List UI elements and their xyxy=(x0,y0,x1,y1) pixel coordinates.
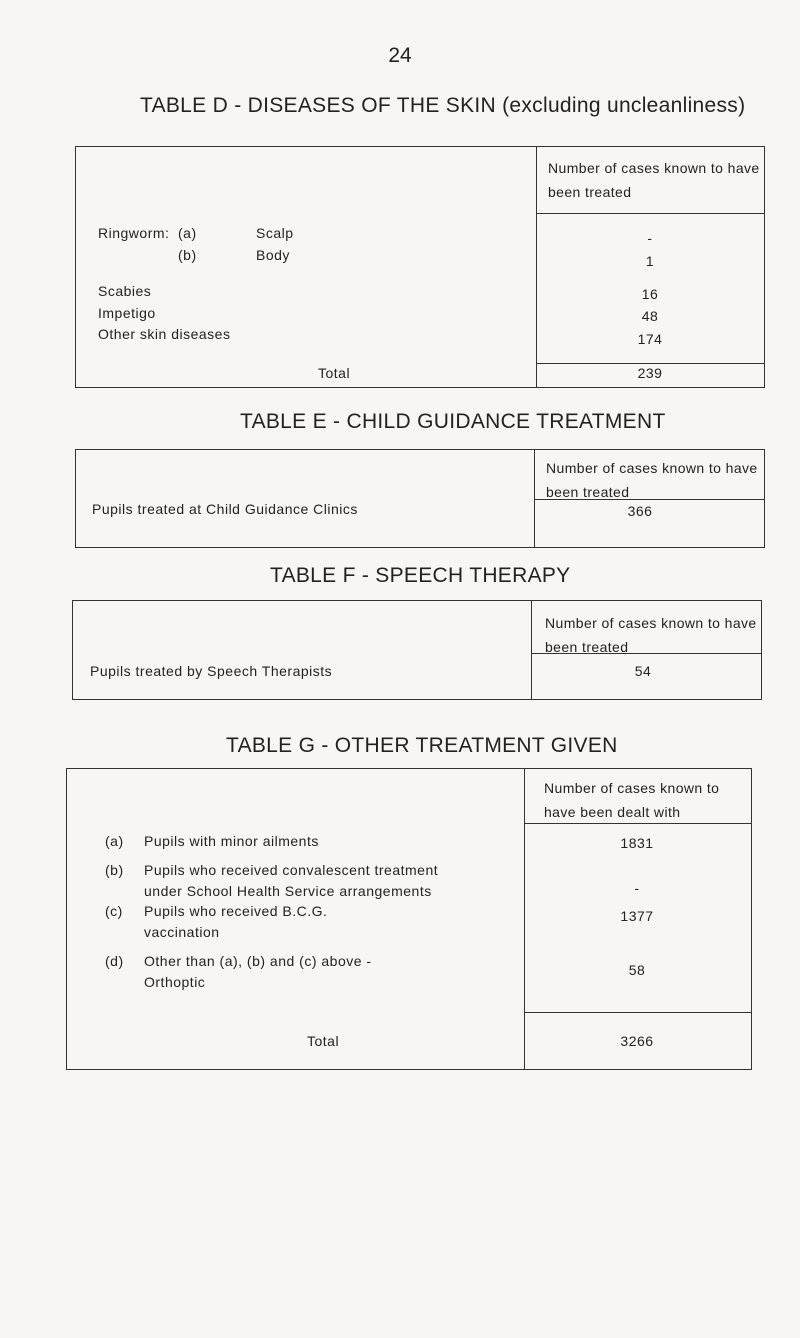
row-label: Body xyxy=(256,247,290,263)
table-g-column-header: Number of cases known to have been dealt with xyxy=(544,780,720,820)
table-d-header-rule xyxy=(536,213,765,214)
row-letter: (b) xyxy=(105,862,124,878)
table-d-column-divider xyxy=(536,146,537,388)
total-value: 239 xyxy=(637,365,663,381)
row-letter: (c) xyxy=(105,903,123,919)
table-f-title: TABLE F - SPEECH THERAPY xyxy=(270,564,571,587)
row-letter: (a) xyxy=(105,833,124,849)
row-value: 174 xyxy=(637,331,663,347)
row-letter: (d) xyxy=(105,953,124,969)
row-label: Pupils with minor ailments xyxy=(144,833,319,849)
row-value: - xyxy=(647,230,653,246)
row-label: Pupils who received B.C.G. xyxy=(144,903,328,919)
table-d-column-header: Number of cases known to have been treated xyxy=(548,160,760,200)
total-label: Total xyxy=(307,1033,340,1049)
row-value: 366 xyxy=(627,503,653,519)
row-value: 1 xyxy=(645,253,655,269)
row-value: 1831 xyxy=(620,835,654,851)
row-label: Other than (a), (b) and (c) above - xyxy=(144,953,372,969)
row-label: Pupils treated by Speech Therapists xyxy=(90,663,333,679)
row-value: 54 xyxy=(634,663,652,679)
table-f-column-header: Number of cases known to have been treated xyxy=(545,615,757,655)
row-value: 48 xyxy=(641,308,659,324)
row-label: Scabies xyxy=(98,283,152,299)
row-value: 58 xyxy=(628,962,646,978)
row-letter: (b) xyxy=(178,247,197,263)
row-label-continued: Orthoptic xyxy=(144,974,206,990)
table-d-total-rule xyxy=(536,363,765,364)
row-label: Pupils who received convalescent treatment xyxy=(144,862,439,878)
table-g-column-divider xyxy=(524,768,525,1070)
row-label: Pupils treated at Child Guidance Clinics xyxy=(92,501,358,517)
row-value: 16 xyxy=(641,286,659,302)
row-value: 1377 xyxy=(620,908,654,924)
table-g-title: TABLE G - OTHER TREATMENT GIVEN xyxy=(226,734,618,757)
row-value: - xyxy=(634,880,640,896)
row-label: Impetigo xyxy=(98,305,156,321)
table-d-title: TABLE D - DISEASES OF THE SKIN (excluding uncleanliness) xyxy=(140,94,746,117)
page-number: 24 xyxy=(388,44,412,67)
table-g-total-rule xyxy=(524,1012,752,1013)
ringworm-label: Ringworm: xyxy=(98,225,170,241)
total-label: Total xyxy=(318,365,351,381)
row-label-continued: under School Health Service arrangements xyxy=(144,883,432,899)
table-f-column-divider xyxy=(531,600,532,700)
table-e-title: TABLE E - CHILD GUIDANCE TREATMENT xyxy=(240,410,666,433)
row-label: Other skin diseases xyxy=(98,326,231,342)
row-label-continued: vaccination xyxy=(144,924,220,940)
total-value: 3266 xyxy=(620,1033,654,1049)
row-letter: (a) xyxy=(178,225,197,241)
row-label: Scalp xyxy=(256,225,294,241)
table-e-column-header: Number of cases known to have been treated xyxy=(546,460,758,500)
